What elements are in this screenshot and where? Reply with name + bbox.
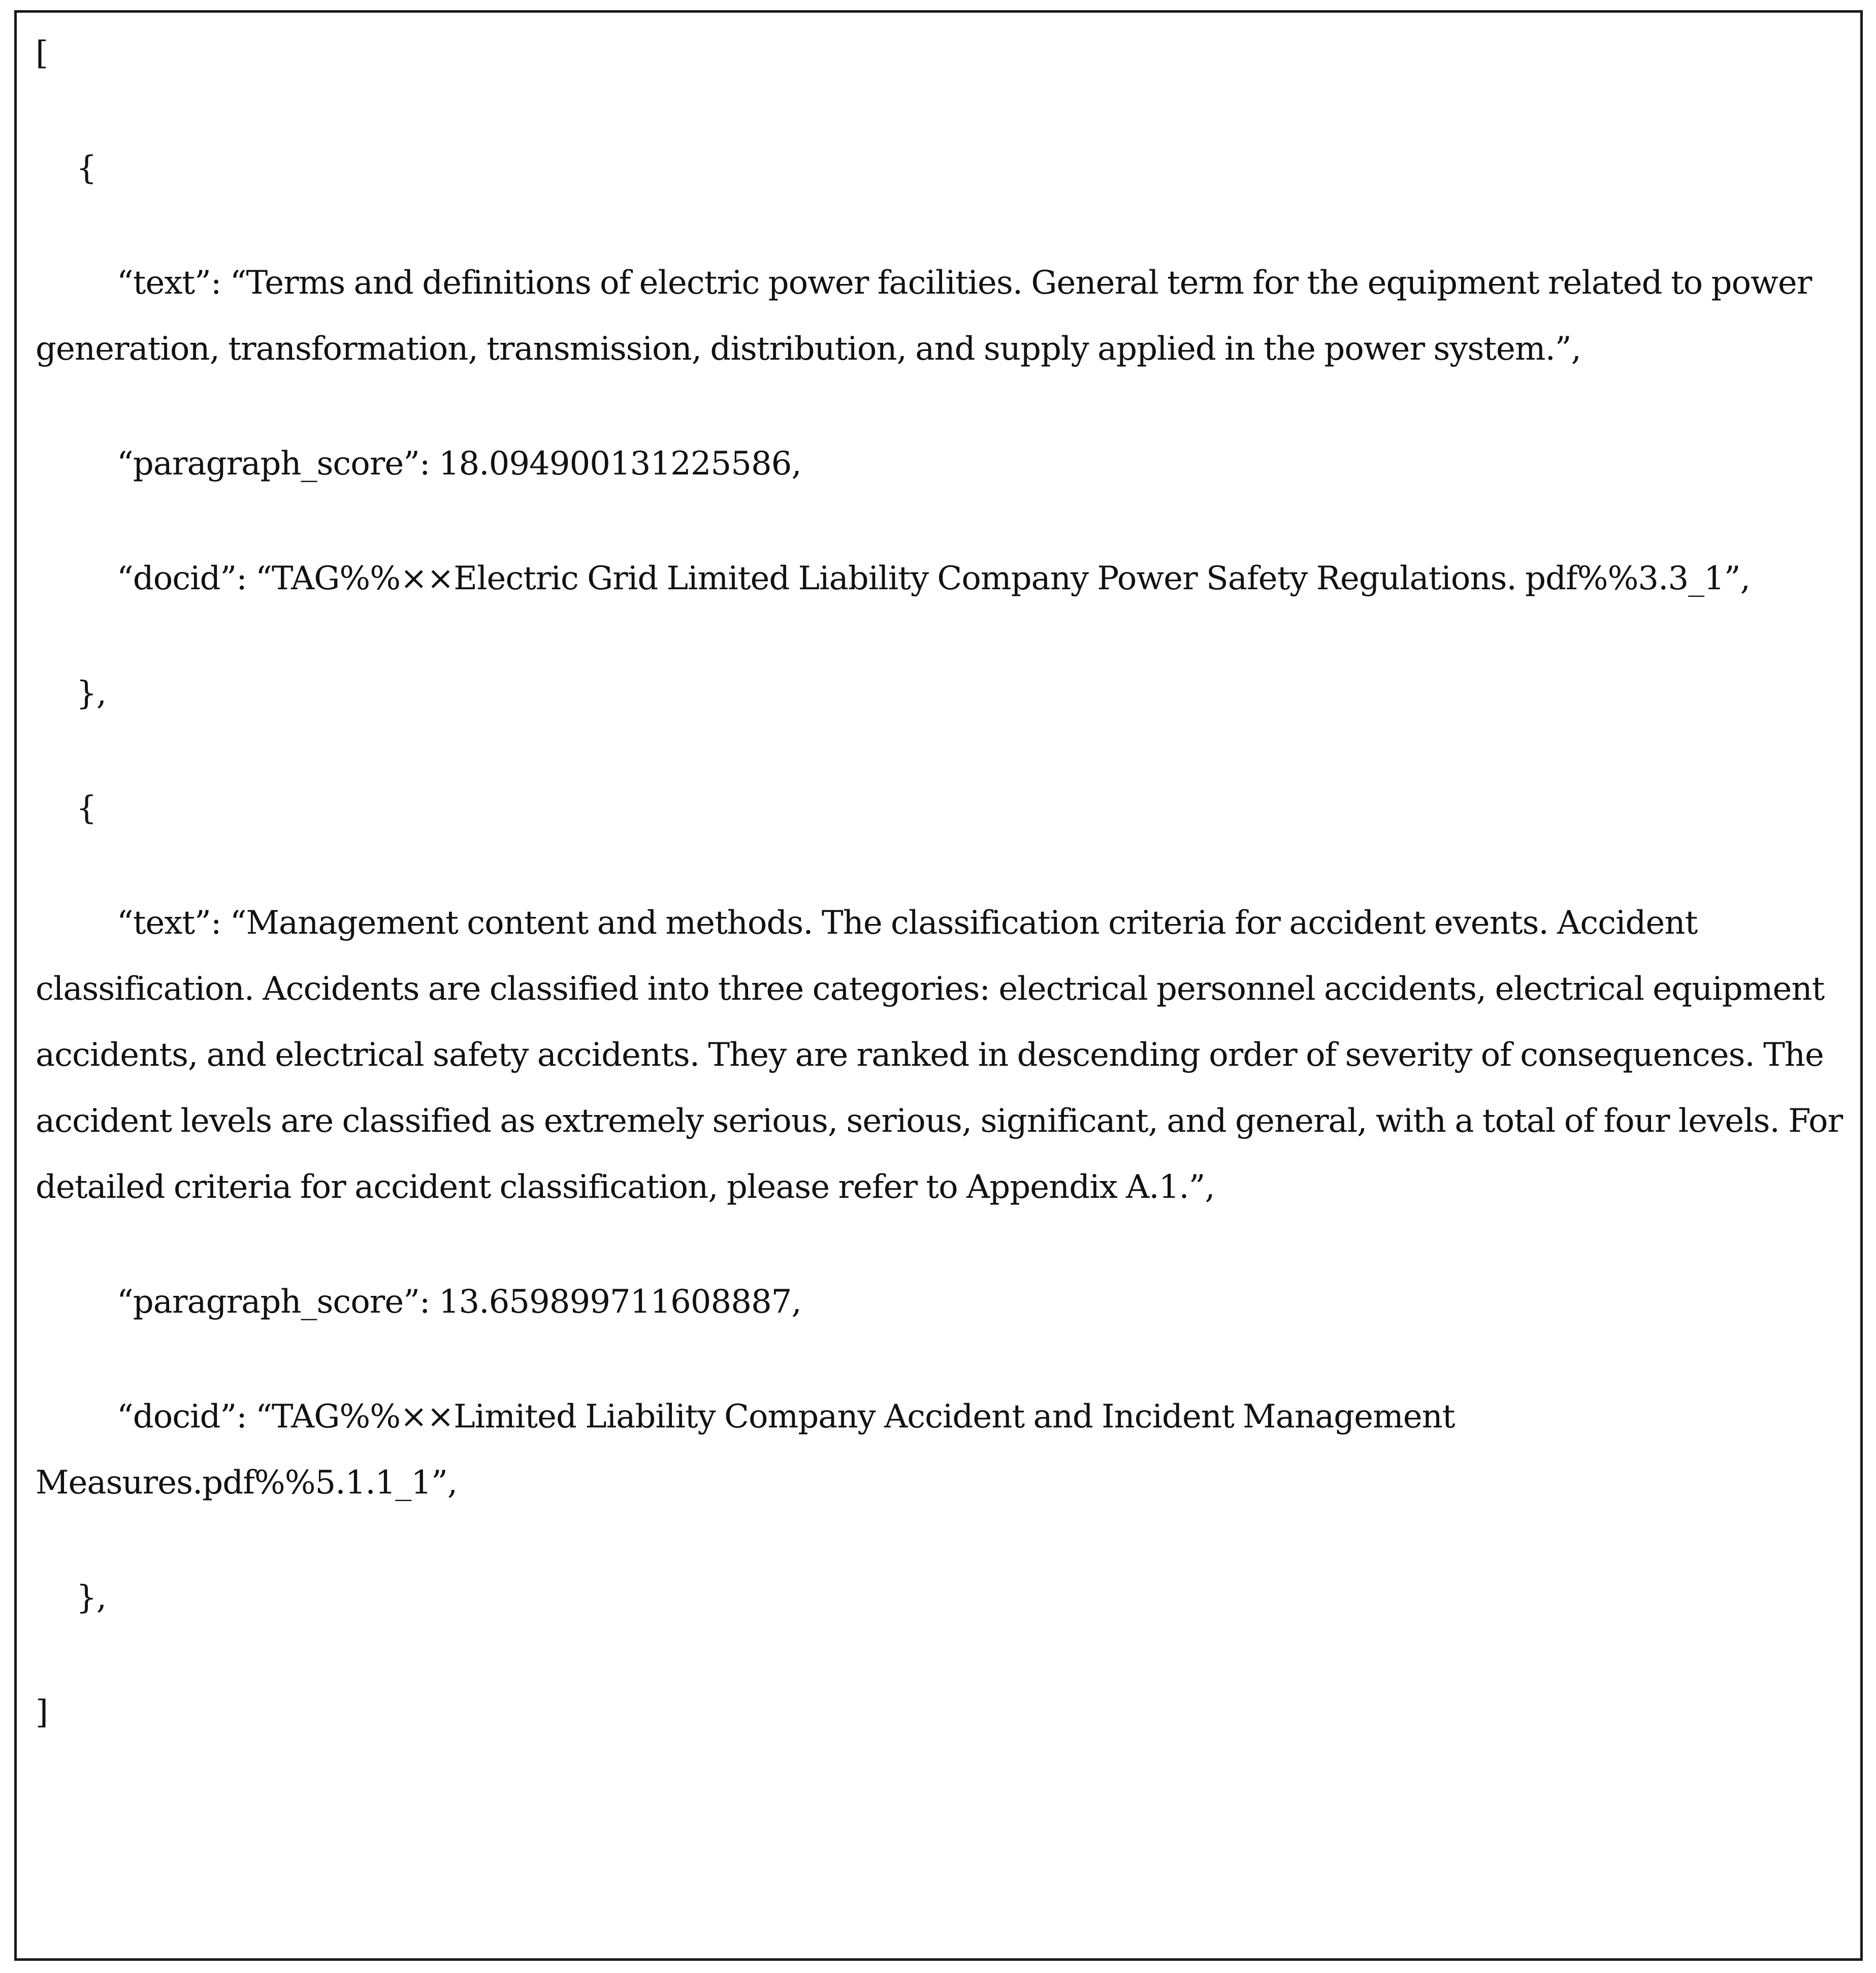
spacer <box>36 841 1843 890</box>
close-bracket: ] <box>36 1694 48 1731</box>
spacer <box>36 1516 1843 1565</box>
record-open-brace: { <box>76 789 96 827</box>
open-bracket: [ <box>36 35 48 72</box>
spacer <box>36 726 1843 775</box>
spacer <box>36 1631 1843 1679</box>
spacer <box>36 497 1843 546</box>
record-text-field: “text”: “Terms and definitions of electric power facilities. General term for the equipment related to power generation, transformation, transmission, distribution, and supply applied in the power system.”, <box>36 264 1812 368</box>
spacer <box>36 201 1843 250</box>
record-score-field: “paragraph_score”: 18.094900131225586, <box>117 445 801 483</box>
spacer <box>36 382 1843 431</box>
record-score-field: “paragraph_score”: 13.659899711608887, <box>117 1283 801 1321</box>
record-open-brace: { <box>76 149 96 187</box>
spacer <box>36 612 1843 660</box>
spacer <box>36 86 1843 135</box>
record-docid-field: “docid”: “TAG%%××Limited Liability Company Accident and Incident Management Measures.pdf%%5.1.1_1”, <box>36 1398 1455 1502</box>
json-document <box>36 20 1843 1745</box>
spacer <box>36 1335 1843 1384</box>
record-close-brace: }, <box>76 675 107 712</box>
record-text-field: “text”: “Management content and methods. The classification criteria for accident events. Accident classification. Accidents are classified into three categories: electrical personnel accidents, electrical equipment accidents, and electrical safety accidents. They are ranked in descending order of severity of consequences. The accident levels are classified as extremely serious, serious, significant, and general, with a total of four levels. For detailed criteria for accident classification, please refer to Appendix A.1.”, <box>36 904 1843 1206</box>
spacer <box>36 1220 1843 1269</box>
record-close-brace: }, <box>76 1579 107 1616</box>
record-docid-field: “docid”: “TAG%%××Electric Grid Limited Liability Company Power Safety Regulations. pdf%%3.3_1”, <box>117 560 1750 597</box>
